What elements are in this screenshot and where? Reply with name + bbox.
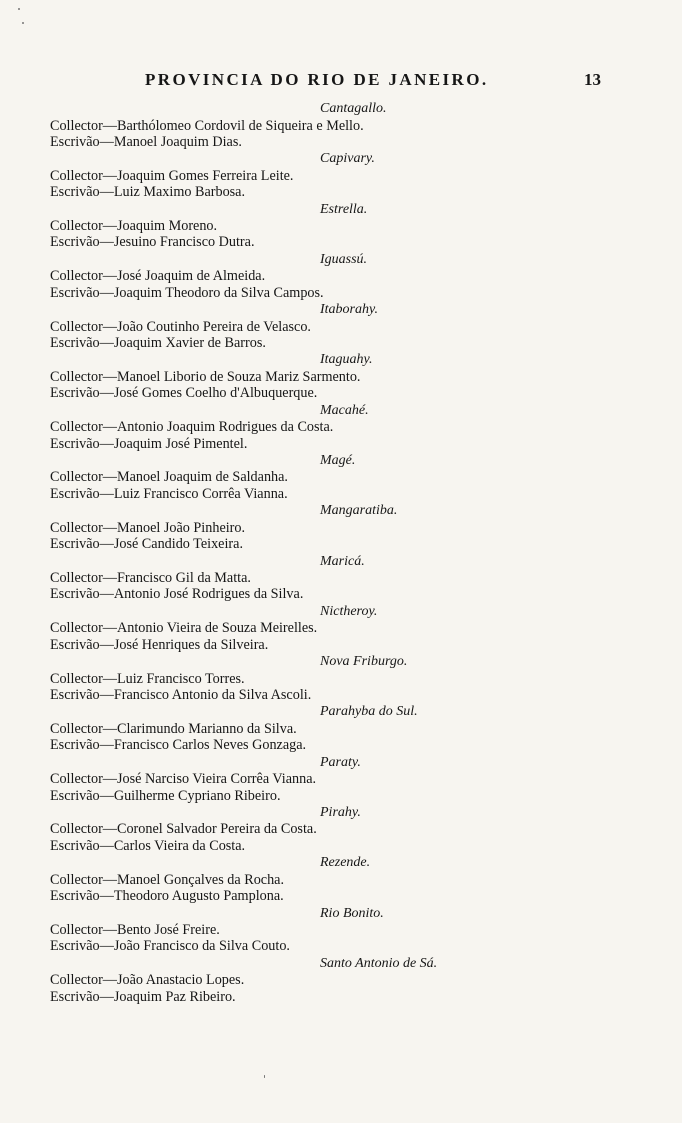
collector-line: Collector—Antonio Vieira de Souza Meirelles. [50, 620, 318, 637]
collector-line: Collector—Manoel Gonçalves da Rocha. [50, 871, 285, 888]
entries-list [50, 100, 450, 1005]
locality-heading: Iguassú. [320, 251, 368, 267]
locality-heading: Estrella. [320, 201, 368, 217]
entry-block [50, 150, 450, 200]
entry-block [50, 754, 450, 804]
locality-heading: Cantagallo. [320, 101, 387, 116]
page-number: 13 [584, 70, 601, 89]
entry-block [50, 553, 450, 603]
page-header [0, 70, 682, 94]
collector-line: Collector—Antonio Joaquim Rodrigues da Costa. [50, 419, 334, 436]
locality-heading: Macahé. [320, 402, 369, 418]
collector-line: Collector—João Coutinho Pereira de Velasco. [50, 318, 311, 335]
collector-line: Collector—Joaquim Moreno. [50, 218, 218, 235]
escrivao-line: Escrivão—João Francisco da Silva Couto. [50, 938, 290, 955]
locality-heading: Itaborahy. [320, 302, 378, 318]
locality-heading: Nictheroy. [320, 603, 378, 619]
collector-line: Collector—José Joaquim de Almeida. [50, 268, 266, 285]
collector-line: Collector—Manoel João Pinheiro. [50, 519, 246, 536]
entry-block [50, 251, 450, 301]
locality-heading: Rezende. [320, 855, 371, 871]
page-title: PROVINCIA DO RIO DE JANEIRO. [145, 70, 489, 89]
locality-heading: Santo Antonio de Sá. [320, 955, 438, 971]
locality-heading: Capivary. [320, 151, 375, 167]
entry-block [50, 804, 450, 854]
escrivao-line: Escrivão—Joaquim Theodoro da Silva Campos. [50, 284, 324, 301]
entry-block [50, 955, 450, 1005]
entry-block [50, 502, 450, 552]
collector-line: Collector—Manoel Liborio de Souza Mariz Sarmento. [50, 368, 361, 385]
locality-heading: Pirahy. [320, 804, 361, 820]
escrivao-line: Escrivão—Francisco Antonio da Silva Ascoli. [50, 686, 312, 703]
locality-heading: Nova Friburgo. [320, 654, 408, 670]
escrivao-line: Escrivão—Luiz Francisco Corrêa Vianna. [50, 485, 288, 502]
print-speck [22, 22, 24, 24]
escrivao-line: Escrivão—José Candido Teixeira. [50, 536, 243, 553]
escrivao-line: Escrivão—Luiz Maximo Barbosa. [50, 184, 246, 201]
escrivao-line: Escrivão—Antonio José Rodrigues da Silva. [50, 586, 304, 603]
collector-line: Collector—Clarimundo Marianno da Silva. [50, 720, 297, 737]
escrivao-line: Escrivão—José Gomes Coelho d'Albuquerque. [50, 385, 318, 402]
escrivao-line: Escrivão—Manoel Joaquim Dias. [50, 133, 242, 150]
escrivao-line: Escrivão—Guilherme Cypriano Ribeiro. [50, 787, 281, 804]
collector-line: Collector—Barthólomeo Cordovil de Siqueira e Mello. [50, 117, 364, 134]
escrivao-line: Escrivão—Joaquim Xavier de Barros. [50, 335, 266, 352]
entry-block [50, 653, 450, 703]
collector-line: Collector—Coronel Salvador Pereira da Costa. [50, 821, 317, 838]
collector-line: Collector—Joaquim Gomes Ferreira Leite. [50, 167, 294, 184]
entry-block [50, 603, 450, 653]
entry-block [50, 854, 450, 904]
collector-line: Collector—Luiz Francisco Torres. [50, 670, 245, 687]
escrivao-line: Escrivão—Jesuino Francisco Dutra. [50, 234, 255, 251]
entry-block [50, 301, 450, 351]
entry-block [50, 201, 450, 251]
escrivao-line: Escrivão—José Henriques da Silveira. [50, 636, 269, 653]
escrivao-line: Escrivão—Theodoro Augusto Pamplona. [50, 888, 284, 905]
entry-block [50, 402, 450, 452]
collector-line: Collector—Francisco Gil da Matta. [50, 570, 251, 587]
entry-block [50, 703, 450, 753]
escrivao-line: Escrivão—Francisco Carlos Neves Gonzaga. [50, 737, 307, 754]
locality-heading: Itaguahy. [320, 352, 373, 368]
escrivao-line: Escrivão—Joaquim Paz Ribeiro. [50, 988, 236, 1005]
entry-block [50, 905, 450, 955]
entry-block [50, 452, 450, 502]
locality-heading: Maricá. [320, 553, 365, 569]
collector-line: Collector—Manoel Joaquim de Saldanha. [50, 469, 288, 486]
escrivao-line: Escrivão—Joaquim José Pimentel. [50, 435, 248, 452]
collector-line: Collector—João Anastacio Lopes. [50, 972, 245, 989]
escrivao-line: Escrivão—Carlos Vieira da Costa. [50, 837, 246, 854]
locality-heading: Parahyba do Sul. [320, 704, 418, 720]
print-speck [18, 8, 20, 10]
print-speck [264, 1075, 265, 1078]
locality-heading: Mangaratiba. [320, 503, 398, 519]
entry-block [50, 351, 450, 401]
collector-line: Collector—Bento José Freire. [50, 922, 220, 938]
locality-heading: Paraty. [320, 754, 361, 770]
collector-line: Collector—José Narciso Vieira Corrêa Vianna. [50, 771, 317, 788]
entry-block [50, 100, 450, 150]
locality-heading: Magé. [320, 452, 356, 468]
locality-heading: Rio Bonito. [320, 905, 384, 921]
